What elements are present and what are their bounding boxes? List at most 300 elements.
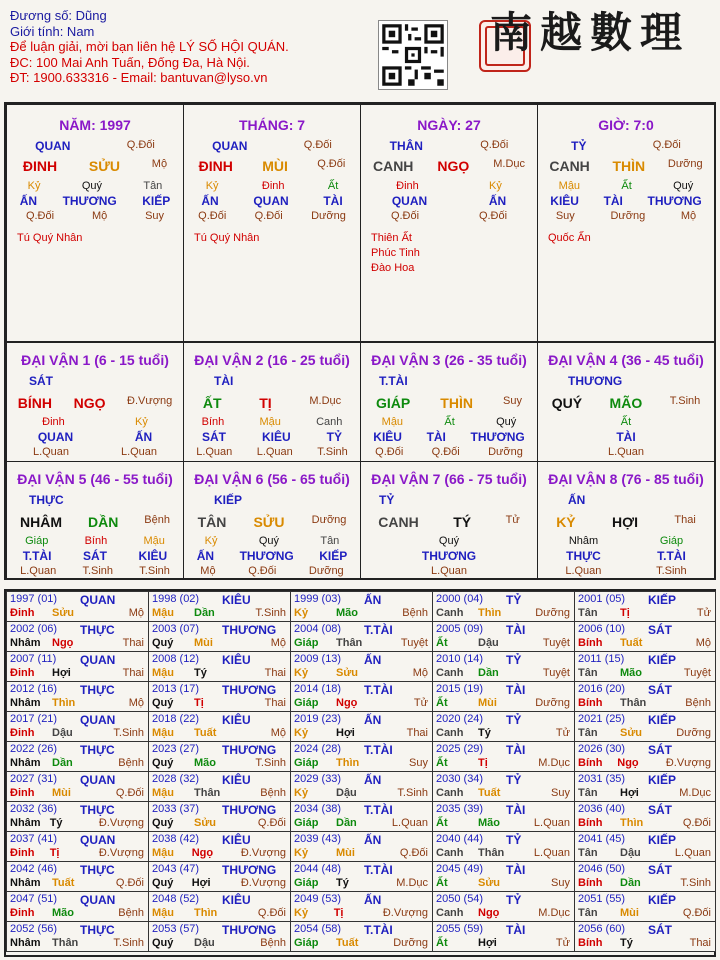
branch-stage: Thai [674, 514, 696, 526]
year-stem: Giáp [294, 637, 319, 649]
hidden-stem: Đinh [42, 416, 65, 428]
year-god: SÁT [648, 863, 672, 877]
year-god: KIẾP [648, 593, 677, 607]
year-branch: Sửu [194, 817, 217, 829]
year-stage: Đ.Vượng [98, 817, 144, 829]
year-cell [6, 591, 149, 622]
year-god: QUAN [80, 833, 116, 847]
year-stem: Tân [578, 667, 598, 679]
year-god: T.TÀI [364, 923, 393, 937]
year-stem: Tân [578, 787, 598, 799]
hidden-stem: Giáp [25, 535, 49, 547]
year-branch: Thân [478, 847, 505, 859]
year-pillar [436, 907, 570, 919]
year-label: 1999 (03) [294, 593, 342, 605]
year-stem: Giáp [294, 757, 319, 769]
year-stage: Tuyệt [542, 667, 570, 679]
year-cell [6, 861, 149, 892]
year-cell [148, 861, 291, 892]
hidden-stage-row [7, 446, 183, 458]
year-stem: Tân [578, 907, 598, 919]
year-pillar [294, 667, 428, 679]
year-label: 2047 (51) [10, 893, 58, 905]
year-stem: Giáp [294, 697, 319, 709]
pillar-cell [360, 104, 538, 342]
heavenly-stem: ĐINH [22, 158, 58, 174]
year-branch: Dậu [194, 937, 215, 949]
year-branch: Mùi [336, 847, 355, 859]
year-header [578, 713, 677, 727]
year-god: THỰC [80, 803, 115, 817]
year-stage: Suy [551, 787, 570, 799]
hidden-stage-row [184, 565, 360, 577]
year-cell [290, 801, 433, 832]
year-stem: Mậu [152, 907, 174, 919]
year-stage: Tuyệt [683, 667, 711, 679]
hidden-stage: T.Sinh [656, 565, 687, 577]
branch-stage: Suy [502, 395, 522, 407]
year-god: TÀI [506, 863, 526, 877]
year-god: KIẾP [648, 893, 677, 907]
heavenly-stem: ĐINH [198, 158, 233, 174]
year-label: 2012 (16) [10, 683, 58, 695]
year-header [436, 893, 522, 907]
hidden-stems-row [184, 535, 360, 547]
top-stage: Q.Đối [126, 139, 155, 151]
year-god: T.TÀI [364, 623, 393, 637]
year-label: 2040 (44) [436, 833, 484, 845]
hidden-stage: Q.Đối [254, 210, 283, 222]
hidden-stage: Dưỡng [610, 210, 646, 222]
year-branch: Dần [52, 757, 73, 769]
year-branch: Ngọ [336, 697, 358, 709]
year-header [294, 773, 382, 787]
year-branch: Sửu [336, 667, 359, 679]
pillar-cell [6, 104, 184, 342]
year-header [152, 713, 251, 727]
year-cell [148, 711, 291, 742]
year-stage: Dưỡng [676, 727, 711, 739]
hidden-stage-row [7, 210, 183, 222]
year-header [578, 803, 672, 817]
year-cell [432, 741, 575, 772]
year-cell [148, 771, 291, 802]
hidden-god: TÀI [426, 430, 446, 444]
qr-code-icon [378, 20, 448, 90]
hidden-stage: Suy [555, 210, 575, 222]
year-label: 2030 (34) [436, 773, 484, 785]
year-stage: L.Quan [391, 817, 428, 829]
hidden-stage: Q.Đối [478, 210, 508, 222]
earthly-branch: THÌN [612, 158, 646, 174]
year-cell [6, 921, 149, 952]
year-cell [574, 921, 716, 952]
year-label: 2021 (25) [578, 713, 626, 725]
year-header [152, 653, 251, 667]
year-pillar [10, 667, 144, 679]
year-stage: Thai [122, 667, 144, 679]
year-stage: Thai [689, 937, 711, 949]
year-stem: Kỷ [294, 847, 309, 859]
branch-stage: Q.Đối [317, 158, 346, 170]
hidden-stage-row [538, 210, 714, 222]
year-header [152, 833, 251, 847]
year-cell [148, 621, 291, 652]
star-note: Đào Hoa [371, 262, 415, 274]
year-label: 2032 (36) [10, 803, 58, 815]
hidden-gods-row [7, 430, 183, 444]
hidden-god: TỶ [326, 430, 342, 444]
year-pillar [294, 847, 428, 859]
year-pillar [152, 937, 286, 949]
hidden-stage: Dưỡng [311, 210, 346, 222]
year-god: TỶ [506, 653, 522, 667]
year-cell [574, 651, 716, 682]
year-stem: Kỷ [294, 607, 309, 619]
year-stage: Suy [409, 757, 428, 769]
year-branch: Dậu [620, 847, 641, 859]
year-header [152, 923, 277, 937]
year-pillar [436, 817, 570, 829]
hidden-stage: Q.Đối [390, 210, 420, 222]
year-cell [290, 861, 433, 892]
hidden-stems-row [7, 416, 183, 428]
year-pillar [152, 757, 286, 769]
year-label: 2003 (07) [152, 623, 200, 635]
year-stage: M.Dục [538, 907, 570, 919]
year-branch: Ngọ [191, 847, 214, 859]
dai-van-cell [537, 461, 715, 579]
year-header [436, 593, 522, 607]
hidden-stem: Quý [496, 416, 517, 428]
year-label: 2054 (58) [294, 923, 342, 935]
year-pillar [152, 637, 286, 649]
branch-stage: Đ.Vượng [127, 395, 173, 407]
year-header [294, 683, 393, 697]
year-branch: Thìn [194, 907, 218, 919]
year-god: TỶ [506, 893, 522, 907]
hidden-gods-row [538, 194, 714, 208]
year-pillar [10, 727, 144, 739]
year-stem: Đinh [10, 607, 35, 619]
year-header [294, 743, 393, 757]
year-pillar [436, 607, 570, 619]
hidden-god: THƯƠNG [470, 430, 525, 444]
dai-van-god: TỶ [379, 493, 395, 507]
year-god: THỰC [80, 863, 115, 877]
year-cell [148, 921, 291, 952]
year-cell [432, 891, 575, 922]
year-cell [574, 831, 716, 862]
year-god: THƯƠNG [222, 743, 277, 757]
year-stem: Canh [436, 727, 464, 739]
year-pillar [436, 637, 570, 649]
year-stem: Đinh [10, 847, 35, 859]
year-label: 2048 (52) [152, 893, 200, 905]
year-header [578, 863, 672, 877]
year-pillar [294, 757, 428, 769]
year-cell [290, 711, 433, 742]
year-stage: T.Sinh [255, 757, 286, 769]
year-label: 2020 (24) [436, 713, 484, 725]
branch-stage: Dưỡng [667, 158, 703, 170]
pillar-top-row [184, 139, 360, 153]
year-stem: Nhâm [10, 637, 41, 649]
year-header [294, 803, 393, 817]
year-cell [6, 711, 149, 742]
earthly-branch: DẦN [87, 514, 119, 530]
heavenly-stem: CANH [378, 514, 419, 530]
year-cell [574, 681, 716, 712]
year-cell [574, 891, 716, 922]
year-header [10, 713, 116, 727]
hidden-god: ẤN [19, 194, 38, 208]
year-cell [574, 711, 716, 742]
top-god: TỶ [571, 139, 587, 153]
year-stage: Bệnh [118, 757, 144, 769]
year-cell [148, 591, 291, 622]
year-branch: Dậu [336, 787, 357, 799]
year-header [578, 773, 677, 787]
heavenly-stem: QUÝ [551, 395, 583, 411]
year-header [578, 683, 672, 697]
year-label: 2009 (13) [294, 653, 342, 665]
year-cell [6, 681, 149, 712]
hidden-stem: Canh [316, 416, 343, 428]
year-cell [574, 861, 716, 892]
year-stage: Mộ [412, 667, 428, 679]
year-label: 2029 (33) [294, 773, 342, 785]
dai-van-god: ẤN [568, 493, 586, 507]
year-stem: Mậu [152, 607, 174, 619]
year-header [578, 923, 672, 937]
year-cell [290, 921, 433, 952]
hidden-stage-row [184, 446, 360, 458]
year-pillar [152, 667, 286, 679]
star-note: Tú Quý Nhân [194, 232, 260, 244]
year-cell [6, 621, 149, 652]
year-pillar [10, 637, 144, 649]
hidden-stem: Kỷ [205, 180, 219, 192]
year-branch: Tị [620, 607, 630, 619]
year-branch: Tị [49, 847, 60, 859]
year-pillar [10, 757, 144, 769]
heavenly-stem: TÂN [197, 514, 227, 530]
heavenly-stem: KỶ [556, 514, 576, 530]
year-label: 2016 (20) [578, 683, 626, 695]
hidden-stage: L.Quan [32, 446, 70, 458]
year-header [10, 893, 116, 907]
year-cell [148, 651, 291, 682]
year-branch: Thân [194, 787, 221, 799]
year-header [294, 833, 382, 847]
year-god: THỰC [80, 923, 115, 937]
year-cell [432, 711, 575, 742]
year-stage: Tử [696, 607, 711, 619]
year-stage: T.Sinh [113, 937, 144, 949]
year-pillar [294, 607, 428, 619]
year-god: T.TÀI [364, 863, 393, 877]
year-stem: Mậu [152, 847, 174, 859]
year-stage: Mộ [128, 607, 144, 619]
year-cell [6, 831, 149, 862]
year-stem: Quý [152, 697, 174, 709]
year-stage: Bệnh [402, 607, 428, 619]
dai-van-cell [537, 342, 715, 462]
year-god: TÀI [506, 683, 526, 697]
year-label: 2022 (26) [10, 743, 58, 755]
year-branch: Mão [478, 817, 500, 829]
year-header [10, 623, 115, 637]
hidden-stem: Mậu [143, 535, 165, 547]
hidden-god: SÁT [201, 430, 226, 444]
year-stage: Mộ [695, 637, 711, 649]
hidden-god: T.TÀI [22, 549, 52, 563]
year-cell [574, 621, 716, 652]
year-label: 2017 (21) [10, 713, 58, 725]
year-header [152, 743, 277, 757]
year-stem: Quý [152, 877, 174, 889]
heavenly-stem: ẤT [202, 395, 222, 411]
year-stage: Đ.Vượng [665, 757, 711, 769]
year-label: 2001 (05) [578, 593, 626, 605]
year-stem: Nhâm [10, 877, 41, 889]
year-branch: Tị [478, 757, 488, 769]
year-god: SÁT [648, 743, 672, 757]
year-pillar [10, 817, 144, 829]
year-cell [148, 741, 291, 772]
year-stem: Bính [578, 697, 603, 709]
heavenly-stem: CANH [372, 158, 414, 174]
year-cell [432, 591, 575, 622]
hidden-stage: Q.Đối [375, 446, 404, 458]
pillar-top-row [361, 139, 537, 153]
pillar-main-row [538, 158, 714, 174]
top-stage: Q.Đối [480, 139, 509, 151]
hidden-stem: Kỷ [135, 416, 148, 428]
hidden-stem: Ất [327, 180, 339, 192]
year-god: THƯƠNG [222, 623, 277, 637]
year-stem: Nhâm [10, 697, 41, 709]
hidden-stem: Kỷ [27, 180, 41, 192]
year-god: TỶ [506, 713, 522, 727]
year-cell [432, 801, 575, 832]
year-branch: Dần [336, 817, 357, 829]
hidden-stage-row [184, 210, 360, 222]
year-stage: Mộ [128, 697, 144, 709]
year-god: ẤN [364, 653, 382, 667]
year-pillar [578, 877, 711, 889]
year-label: 2005 (09) [436, 623, 484, 635]
year-header [294, 863, 393, 877]
hidden-stage: T.Sinh [139, 565, 170, 577]
top-god: QUAN [212, 139, 248, 153]
year-cell [6, 891, 149, 922]
year-stage: Đ.Vượng [98, 847, 144, 859]
hidden-god: KIẾP [319, 549, 348, 563]
year-stem: Canh [436, 787, 464, 799]
year-stage: Dưỡng [393, 937, 428, 949]
hidden-gods-row [7, 549, 183, 563]
hidden-stems-row [361, 535, 537, 547]
year-header [10, 923, 115, 937]
year-stage: Thai [122, 637, 144, 649]
contact-line: Để luận giải, mời bạn liên hệ LÝ SỐ HỘI QUÁN. [10, 39, 289, 55]
year-god: THỰC [80, 623, 115, 637]
year-cell [290, 681, 433, 712]
year-god: TỶ [506, 773, 522, 787]
year-header [578, 893, 677, 907]
year-stage: Đ.Vượng [240, 877, 286, 889]
year-pillar [294, 637, 428, 649]
year-branch: Tị [333, 907, 344, 919]
hidden-gods-row [184, 194, 360, 208]
year-header [578, 833, 677, 847]
year-branch: Tý [194, 667, 207, 679]
heavenly-stem: GIÁP [376, 395, 411, 411]
year-pillar [152, 697, 286, 709]
dai-van-title: ĐẠI VẬN 8 (76 - 85 tuổi) [548, 471, 704, 487]
year-branch: Mùi [52, 787, 71, 799]
year-pillar [578, 757, 711, 769]
year-branch: Tý [49, 817, 63, 829]
year-god: THỰC [80, 683, 115, 697]
year-god: THƯƠNG [222, 683, 277, 697]
star-note: Tú Quý Nhân [17, 232, 83, 244]
year-label: 2004 (08) [294, 623, 342, 635]
year-header [294, 623, 393, 637]
year-stem: Nhâm [10, 757, 41, 769]
earthly-branch: TÝ [453, 514, 472, 530]
year-branch: Sửu [620, 727, 643, 739]
hidden-god: THỰC [566, 549, 601, 563]
year-god: SÁT [648, 923, 672, 937]
earthly-branch: NGỌ [73, 395, 106, 411]
year-stem: Mậu [152, 667, 174, 679]
earthly-branch: NGỌ [437, 158, 470, 174]
hidden-stem: Quý [258, 535, 280, 547]
year-stem: Kỷ [294, 667, 309, 679]
year-stem: Mậu [152, 727, 174, 739]
year-label: 2052 (56) [10, 923, 58, 935]
hidden-god: THƯƠNG [62, 194, 117, 208]
year-header [10, 863, 115, 877]
year-stage: Đ.Vượng [382, 907, 428, 919]
year-pillar [578, 667, 711, 679]
hidden-god: QUAN [253, 194, 289, 208]
year-cell [432, 771, 575, 802]
year-god: TÀI [506, 923, 526, 937]
year-stem: Ất [436, 877, 448, 889]
dai-van-god: TÀI [214, 374, 234, 388]
branch-stage: Tử [505, 514, 520, 526]
year-label: 2025 (29) [436, 743, 484, 755]
dai-van-main-row [361, 395, 537, 411]
year-label: 2024 (28) [294, 743, 342, 755]
branch-stage: M.Dục [309, 395, 342, 407]
dai-van-main-row [7, 514, 183, 530]
year-stem: Ất [436, 637, 448, 649]
year-label: 2018 (22) [152, 713, 200, 725]
year-stage: Bệnh [118, 907, 144, 919]
year-branch: Hợi [191, 877, 211, 889]
year-stem: Đinh [10, 727, 35, 739]
year-stage: Thai [264, 667, 286, 679]
year-stage: Q.Đối [682, 817, 711, 829]
dai-van-god: SÁT [29, 374, 53, 388]
pillar-cell [537, 104, 715, 342]
year-god: T.TÀI [364, 803, 393, 817]
